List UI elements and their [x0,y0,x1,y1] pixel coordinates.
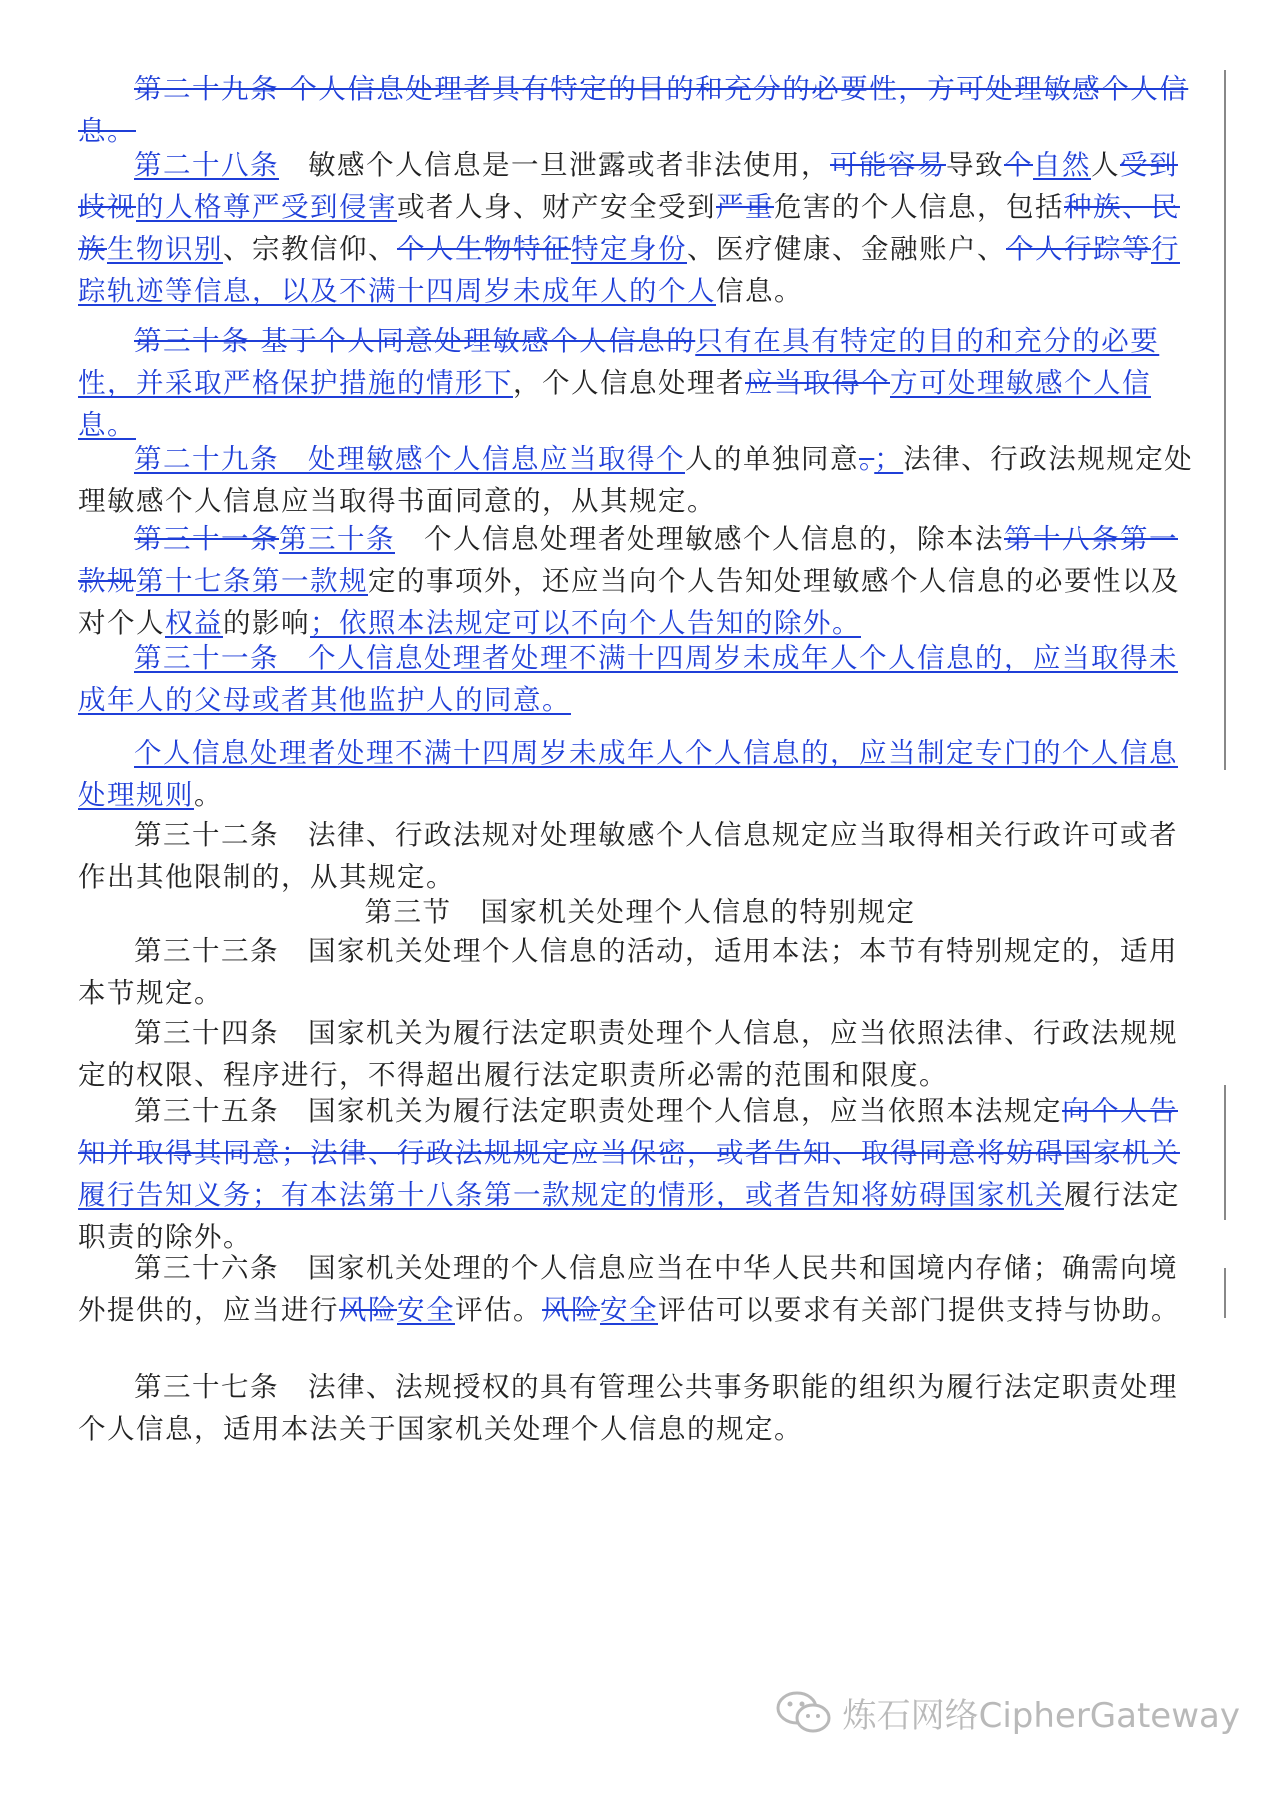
change-bar [1224,1268,1226,1318]
deleted-text: 种族、民族 [78,191,1180,265]
body-text: 法律、行政法规规定处理敏感个人信息应当取得书面同意的，从其规定。 [78,443,1194,517]
deleted-text: 第三十条 基于个人同意处理敏感个人信息的 [134,325,696,357]
inserted-text: 的人格尊严受到侵害 [136,191,397,223]
body-text: 危害的个人信息，包括 [774,191,1064,223]
inserted-text: 履行告知义务；有本法第十八条第一款规定的情形，或者告知将妨碍国家机关 [78,1179,1064,1211]
body-text: 评估可以要求有关部门提供支持与协助。 [658,1294,1180,1326]
body-text: 人 [1091,149,1120,181]
body-text: 、医疗健康、金融账户、 [687,233,1006,265]
inserted-text: 只有在具有特定的目的和充分的必要性，并采取严格保护措施的情形下 [78,325,1160,399]
deleted-text: 第三十一条 [134,523,279,555]
inserted-text: 生物识别 [107,233,223,265]
deleted-text: 可能容易 [830,149,946,181]
deleted-text: 风险 [542,1294,600,1326]
body-text: 第三十六条 国家机关处理的个人信息应当在中华人民共和国境内存储；确需向境外提供的，应当进行 [78,1252,1178,1326]
article-29-deleted [78,68,1198,152]
body-text: 的影响 [223,607,310,639]
body-text: 或者人身、财产安全受到 [397,191,716,223]
article-33 [78,930,1198,1014]
body-text: 第三十七条 法律、法规授权的具有管理公共事务职能的组织为履行法定职责处理个人信息，适用本法关于国家机关处理个人信息的规定。 [78,1371,1178,1445]
inserted-text: 第三十一条 个人信息处理者处理不满十四周岁未成年人个人信息的，应当取得未成年人的父母或者其他监护人的同意。 [78,642,1178,716]
body-text: 第三十五条 国家机关为履行法定职责处理个人信息，应当依照本法规定 [134,1095,1062,1127]
body-text: 个人信息处理者处理敏感个人信息的，除本法 [395,523,1004,555]
article-29 [78,438,1198,522]
body-text: 履行法定职责的除外。 [78,1179,1180,1253]
body-text: 评估。 [455,1294,542,1326]
change-bar [1224,70,1226,770]
deleted-text: 严重 [716,191,774,223]
inserted-text: 安全 [397,1294,455,1326]
inserted-text: ； [874,443,904,475]
deleted-text: 向个人告知并取得其同意；法律、行政法规规定应当保密，或者告知、取得同意将妨碍国家机关 [78,1095,1180,1169]
watermark-text: 炼石网络CipherGateway [842,1695,1240,1736]
inserted-text: 第三十条 [279,523,395,555]
body-text: ，个人信息处理者 [513,367,745,399]
inserted-text: 第二十八条 [134,149,279,181]
inserted-text: 第二十九条 处理敏感个人信息应当取得个 [134,443,685,475]
section-heading: 第三节 国家机关处理个人信息的特别规定 [364,896,916,928]
deleted-text: 应当取得个 [745,367,890,399]
article-36 [78,1247,1198,1331]
body-text: 第三十四条 国家机关为履行法定职责处理个人信息，应当依照法律、行政法规规定的权限、程序进行，不得超出履行法定职责所必需的范围和限度。 [78,1017,1178,1091]
inserted-text: 个人信息处理者处理不满十四周岁未成年人个人信息的，应当制定专门的个人信息处理规则 [78,737,1178,811]
deleted-text: 个人行踪等 [1006,233,1151,265]
body-text: 、宗教信仰、 [223,233,397,265]
deleted-text: 受到歧视 [78,149,1178,223]
body-text: 人的单独同意 [685,443,859,475]
deleted-text: 个人生物特征 [397,233,571,265]
inserted-text: 方可处理敏感个人信息。 [78,367,1151,441]
deleted-text: 第二十九条 个人信息处理者具有特定的目的和充分的必要性，方可处理敏感个人信息。 [78,73,1189,147]
deleted-text: 。 [859,443,875,475]
inserted-text: 行踪轨迹等信息，以及不满十四周岁未成年人的个人 [78,233,1180,307]
inserted-text: ；依照本法规定可以不向个人告知的除外。 [310,607,861,639]
body-text: 第三十三条 国家机关处理个人信息的活动，适用本法；本节有特别规定的，适用本节规定。 [78,935,1178,1009]
body-text: 定的事项外，还应当向个人告知处理敏感个人信息的必要性以及对个人 [78,565,1180,639]
deleted-text: 个 [1004,149,1033,181]
inserted-text: 自然 [1033,149,1091,181]
minor-processing-rules [78,732,1198,816]
article-30-revised [78,320,1198,446]
watermark [775,1682,1240,1742]
article-31 [78,637,1198,721]
deleted-text: 第十八条第一款规 [78,523,1178,597]
inserted-text: 第十七条第一款规 [136,565,368,597]
deleted-text: 风险 [339,1294,397,1326]
article-35 [78,1090,1198,1258]
inserted-text: 特定身份 [571,233,687,265]
article-34 [78,1012,1198,1096]
body-text: 导致 [946,149,1004,181]
change-bar [1224,1085,1226,1220]
inserted-text: 权益 [165,607,223,639]
body-text: 敏感个人信息是一旦泄露或者非法使用， [279,149,830,181]
article-28 [78,144,1198,312]
article-32 [78,814,1198,898]
body-text: 信息。 [716,275,803,307]
body-text: 第三十二条 法律、行政法规对处理敏感个人信息规定应当取得相关行政许可或者作出其他限制的，从其规定。 [78,819,1178,893]
body-text: 。 [194,779,223,811]
wechat-icon [775,1688,833,1736]
article-37 [78,1366,1198,1450]
article-30 [78,518,1198,644]
inserted-text: 安全 [600,1294,658,1326]
